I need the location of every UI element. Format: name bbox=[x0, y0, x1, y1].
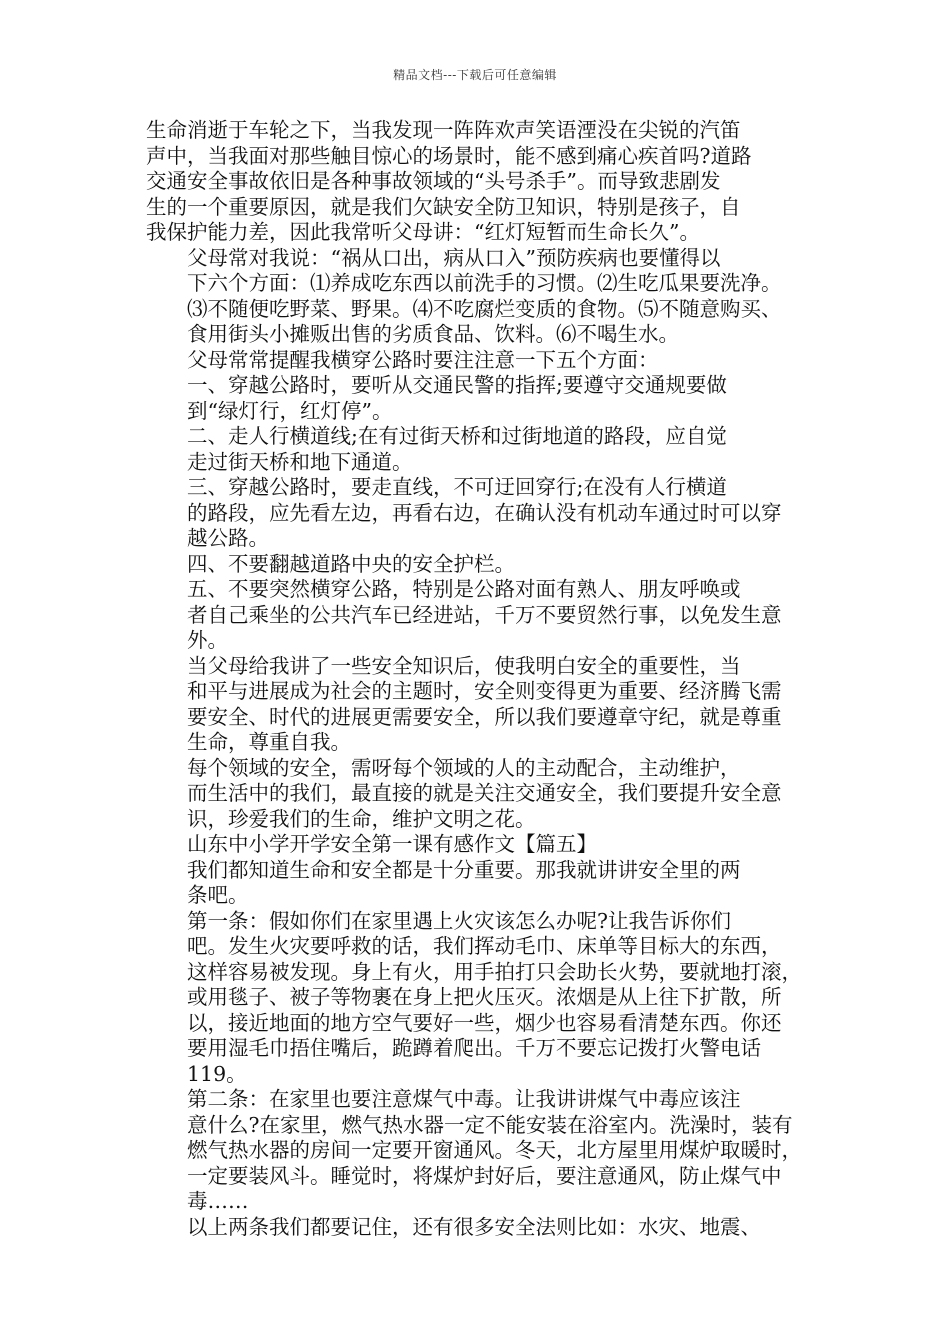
text-line: 要安全、时代的进展更需要安全，所以我们要遵章守纪，就是尊重 bbox=[187, 704, 782, 729]
text-line: 119。 bbox=[187, 1061, 247, 1086]
text-line: 要用湿毛巾捂住嘴后，跪蹲着爬出。千万不要忘记拨打火警电话 bbox=[187, 1036, 761, 1060]
text-line: 四、不要翻越道路中央的安全护栏。 bbox=[187, 551, 515, 576]
text-line: 以，接近地面的地方空气要好一些，烟少也容易看清楚东西。你还 bbox=[187, 1010, 782, 1035]
text-line: 声中，当我面对那些触目惊心的场景时，能不感到痛心疾首吗?道路 bbox=[146, 143, 752, 168]
paragraph bbox=[146, 246, 814, 348]
text-line: 五、不要突然横穿公路，特别是公路对面有熟人、朋友呼唤或 bbox=[187, 577, 741, 601]
text-line: 交通安全事故依旧是各种事故领域的“头号杀手”。而导致悲剧发 bbox=[146, 169, 721, 193]
paragraph bbox=[146, 118, 814, 246]
paragraph bbox=[146, 475, 814, 552]
text-line: ⑶不随便吃野菜、野果。⑷不吃腐烂变质的食物。⑸不随意购买、 bbox=[187, 296, 782, 321]
text-line: 我保护能力差，因此我常听父母讲：“红灯短暂而生命长久”。 bbox=[146, 220, 700, 244]
text-line: 越公路。 bbox=[187, 526, 269, 550]
text-line: 燃气热水器的房间一定要开窗通风。冬天，北方屋里用煤炉取暖时， bbox=[187, 1138, 802, 1162]
paragraph bbox=[146, 577, 814, 654]
text-line: 第二条：在家里也要注意煤气中毒。让我讲讲煤气中毒应该注 bbox=[187, 1087, 741, 1111]
text-line: 或用毯子、被子等物裹在身上把火压灭。浓烟是从上往下扩散，所 bbox=[187, 985, 782, 1009]
text-line: 生命，尊重自我。 bbox=[187, 730, 351, 754]
paragraph bbox=[146, 756, 814, 833]
text-line: 三、穿越公路时，要走直线，不可迂回穿行;在没有人行横道 bbox=[187, 475, 727, 499]
text-line: 条吧。 bbox=[187, 883, 249, 907]
paragraph bbox=[146, 858, 814, 909]
paragraph bbox=[146, 1087, 814, 1215]
text-line: 毒…… bbox=[187, 1189, 249, 1213]
paragraph bbox=[146, 373, 814, 424]
text-line: 父母常常提醒我横穿公路时要注注意一下五个方面： bbox=[187, 347, 659, 372]
document-body bbox=[146, 118, 814, 1240]
paragraph bbox=[146, 909, 814, 1088]
text-line: 下六个方面：⑴养成吃东西以前洗手的习惯。⑵生吃瓜果要洗净。 bbox=[187, 271, 782, 295]
text-line: 而生活中的我们，最直接的就是关注交通安全，我们要提升安全意 bbox=[187, 781, 782, 805]
text-line: 二、走人行横道线;在有过街天桥和过街地道的路段，应自觉 bbox=[187, 424, 727, 448]
text-line: 第一条：假如你们在家里遇上火灾该怎么办呢?让我告诉你们 bbox=[187, 908, 731, 933]
text-line: 吧。发生火灾要呼救的话，我们挥动毛巾、床单等目标大的东西， bbox=[187, 934, 782, 958]
text-line: 外。 bbox=[187, 628, 228, 652]
text-line: 我们都知道生命和安全都是十分重要。那我就讲讲安全里的两 bbox=[187, 857, 741, 882]
text-line: 识，珍爱我们的生命，维护文明之花。 bbox=[187, 806, 536, 831]
text-line: 和平与进展成为社会的主题时，安全则变得更为重要、经济腾飞需 bbox=[187, 679, 782, 703]
text-line: 食用街头小摊贩出售的劣质食品、饮料。⑹不喝生水。 bbox=[187, 322, 679, 346]
text-line: 生命消逝于车轮之下，当我发现一阵阵欢声笑语湮没在尖锐的汽笛 bbox=[146, 118, 741, 142]
paragraph bbox=[146, 552, 814, 578]
page-header: 精品文档---下载后可任意编辑 bbox=[393, 68, 557, 82]
text-line: 走过街天桥和地下通道。 bbox=[187, 449, 413, 474]
text-line: 一、穿越公路时，要听从交通民警的指挥;要遵守交通规要做 bbox=[187, 373, 727, 397]
text-line: 到“绿灯行，红灯停”。 bbox=[187, 398, 393, 423]
text-line: 当父母给我讲了一些安全知识后，使我明白安全的重要性，当 bbox=[187, 653, 741, 678]
text-line: 每个领域的安全，需呀每个领域的人的主动配合，主动维护， bbox=[187, 755, 741, 780]
text-line: 父母常对我说：“祸从口出，病从口入”预防疾病也要懂得以 bbox=[187, 245, 721, 270]
text-line: 一定要装风斗。睡觉时，将煤炉封好后，要注意通风，防止煤气中 bbox=[187, 1163, 782, 1188]
text-line: 以上两条我们都要记住，还有很多安全法则比如：水灾、地震、 bbox=[187, 1214, 761, 1239]
paragraph bbox=[146, 1215, 814, 1241]
text-line: 的路段，应先看左边，再看右边，在确认没有机动车通过时可以穿 bbox=[187, 500, 782, 525]
paragraph bbox=[146, 832, 814, 858]
text-line: 这样容易被发现。身上有火，用手拍打只会助长火势，要就地打滚， bbox=[187, 959, 802, 984]
text-line: 者自己乘坐的公共汽车已经进站，千万不要贸然行事，以免发生意 bbox=[187, 602, 782, 627]
paragraph bbox=[146, 424, 814, 475]
text-line: 山东中小学开学安全第一课有感作文【篇五】 bbox=[187, 832, 597, 856]
text-line: 生的一个重要原因，就是我们欠缺安全防卫知识，特别是孩子，自 bbox=[146, 194, 741, 219]
paragraph bbox=[146, 654, 814, 756]
paragraph bbox=[146, 348, 814, 374]
text-line: 意什么?在家里，燃气热水器一定不能安装在浴室内。洗澡时，装有 bbox=[187, 1112, 793, 1137]
